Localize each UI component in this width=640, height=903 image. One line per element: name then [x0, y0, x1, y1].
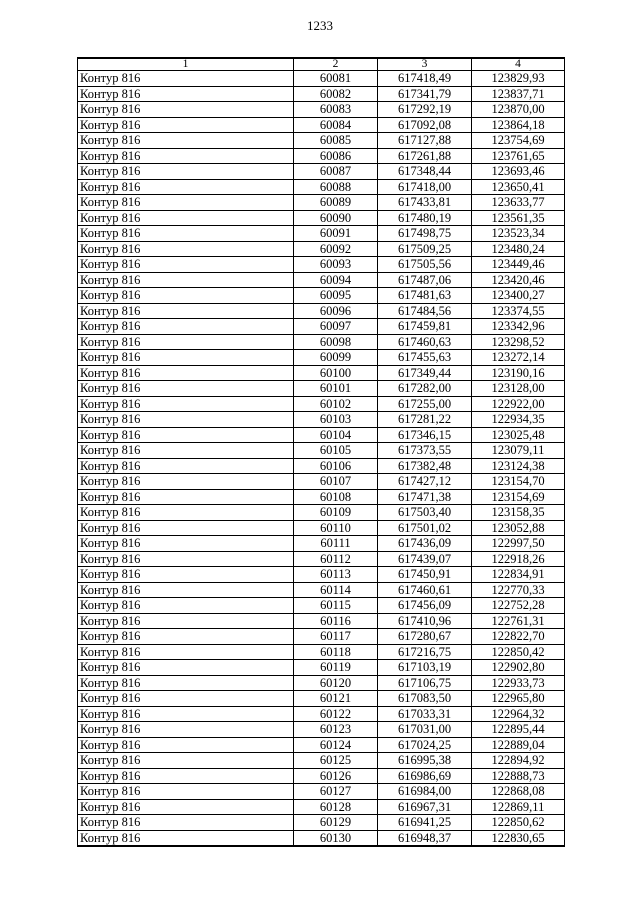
point-number-cell: 60084	[294, 117, 378, 133]
x-coordinate-cell: 617346,15	[378, 427, 472, 443]
contour-name-cell: Контур 816	[78, 582, 294, 598]
x-coordinate-cell: 617103,19	[378, 660, 472, 676]
table-row	[78, 644, 565, 660]
table-row	[78, 675, 565, 691]
contour-name-cell: Контур 816	[78, 691, 294, 707]
contour-name-cell: Контур 816	[78, 319, 294, 335]
point-number-cell: 60098	[294, 334, 378, 350]
table-row	[78, 164, 565, 180]
x-coordinate-cell: 617341,79	[378, 86, 472, 102]
point-number-cell: 60090	[294, 210, 378, 226]
y-coordinate-cell: 123523,34	[472, 226, 565, 242]
contour-name-cell: Контур 816	[78, 768, 294, 784]
point-number-cell: 60116	[294, 613, 378, 629]
point-number-cell: 60103	[294, 412, 378, 428]
contour-name-cell: Контур 816	[78, 830, 294, 846]
column-header-2: 2	[294, 58, 378, 71]
table-row	[78, 303, 565, 319]
table-row	[78, 381, 565, 397]
point-number-cell: 60086	[294, 148, 378, 164]
y-coordinate-cell: 122997,50	[472, 536, 565, 552]
point-number-cell: 60106	[294, 458, 378, 474]
y-coordinate-cell: 123025,48	[472, 427, 565, 443]
x-coordinate-cell: 617460,63	[378, 334, 472, 350]
table-row	[78, 691, 565, 707]
y-coordinate-cell: 122868,08	[472, 784, 565, 800]
contour-name-cell: Контур 816	[78, 334, 294, 350]
x-coordinate-cell: 617349,44	[378, 365, 472, 381]
x-coordinate-cell: 617501,02	[378, 520, 472, 536]
contour-name-cell: Контур 816	[78, 427, 294, 443]
x-coordinate-cell: 617427,12	[378, 474, 472, 490]
contour-name-cell: Контур 816	[78, 675, 294, 691]
point-number-cell: 60083	[294, 102, 378, 118]
y-coordinate-cell: 123190,16	[472, 365, 565, 381]
table-row	[78, 443, 565, 459]
table-row	[78, 551, 565, 567]
x-coordinate-cell: 617487,06	[378, 272, 472, 288]
contour-name-cell: Контур 816	[78, 799, 294, 815]
contour-name-cell: Контур 816	[78, 86, 294, 102]
y-coordinate-cell: 123079,11	[472, 443, 565, 459]
y-coordinate-cell: 122918,26	[472, 551, 565, 567]
x-coordinate-cell: 617216,75	[378, 644, 472, 660]
x-coordinate-cell: 617439,07	[378, 551, 472, 567]
contour-name-cell: Контур 816	[78, 629, 294, 645]
point-number-cell: 60081	[294, 71, 378, 87]
y-coordinate-cell: 123128,00	[472, 381, 565, 397]
table-row	[78, 489, 565, 505]
table-row	[78, 226, 565, 242]
column-header-4: 4	[472, 58, 565, 71]
point-number-cell: 60125	[294, 753, 378, 769]
point-number-cell: 60099	[294, 350, 378, 366]
contour-name-cell: Контур 816	[78, 164, 294, 180]
x-coordinate-cell: 617092,08	[378, 117, 472, 133]
point-number-cell: 60122	[294, 706, 378, 722]
point-number-cell: 60107	[294, 474, 378, 490]
contour-name-cell: Контур 816	[78, 598, 294, 614]
y-coordinate-cell: 123693,46	[472, 164, 565, 180]
y-coordinate-cell: 122965,80	[472, 691, 565, 707]
x-coordinate-cell: 617418,00	[378, 179, 472, 195]
point-number-cell: 60110	[294, 520, 378, 536]
point-number-cell: 60123	[294, 722, 378, 738]
y-coordinate-cell: 122964,32	[472, 706, 565, 722]
table-row	[78, 288, 565, 304]
table-row	[78, 536, 565, 552]
y-coordinate-cell: 123124,38	[472, 458, 565, 474]
contour-name-cell: Контур 816	[78, 644, 294, 660]
table-row	[78, 133, 565, 149]
table-row	[78, 210, 565, 226]
point-number-cell: 60128	[294, 799, 378, 815]
point-number-cell: 60119	[294, 660, 378, 676]
contour-name-cell: Контур 816	[78, 412, 294, 428]
x-coordinate-cell: 617261,88	[378, 148, 472, 164]
point-number-cell: 60121	[294, 691, 378, 707]
table-row	[78, 722, 565, 738]
table-row	[78, 334, 565, 350]
point-number-cell: 60118	[294, 644, 378, 660]
point-number-cell: 60115	[294, 598, 378, 614]
y-coordinate-cell: 123754,69	[472, 133, 565, 149]
y-coordinate-cell: 122850,62	[472, 815, 565, 831]
table-row	[78, 505, 565, 521]
table-row	[78, 458, 565, 474]
y-coordinate-cell: 122934,35	[472, 412, 565, 428]
table-row	[78, 768, 565, 784]
y-coordinate-cell: 123761,65	[472, 148, 565, 164]
contour-name-cell: Контур 816	[78, 613, 294, 629]
x-coordinate-cell: 617024,25	[378, 737, 472, 753]
table-row	[78, 117, 565, 133]
y-coordinate-cell: 123154,70	[472, 474, 565, 490]
y-coordinate-cell: 122895,44	[472, 722, 565, 738]
x-coordinate-cell: 617281,22	[378, 412, 472, 428]
column-header-3: 3	[378, 58, 472, 71]
contour-name-cell: Контур 816	[78, 133, 294, 149]
table-row	[78, 257, 565, 273]
x-coordinate-cell: 617410,96	[378, 613, 472, 629]
contour-name-cell: Контур 816	[78, 257, 294, 273]
y-coordinate-cell: 122830,65	[472, 830, 565, 846]
contour-name-cell: Контур 816	[78, 737, 294, 753]
point-number-cell: 60105	[294, 443, 378, 459]
table-row	[78, 567, 565, 583]
contour-name-cell: Контур 816	[78, 474, 294, 490]
point-number-cell: 60097	[294, 319, 378, 335]
column-header-1: 1	[78, 58, 294, 71]
point-number-cell: 60129	[294, 815, 378, 831]
table-row	[78, 272, 565, 288]
y-coordinate-cell: 123837,71	[472, 86, 565, 102]
contour-name-cell: Контур 816	[78, 102, 294, 118]
y-coordinate-cell: 123052,88	[472, 520, 565, 536]
x-coordinate-cell: 617436,09	[378, 536, 472, 552]
y-coordinate-cell: 123374,55	[472, 303, 565, 319]
y-coordinate-cell: 123272,14	[472, 350, 565, 366]
x-coordinate-cell: 617292,19	[378, 102, 472, 118]
contour-name-cell: Контур 816	[78, 117, 294, 133]
point-number-cell: 60085	[294, 133, 378, 149]
x-coordinate-cell: 617498,75	[378, 226, 472, 242]
page-number: 1233	[307, 18, 333, 33]
y-coordinate-cell: 123158,35	[472, 505, 565, 521]
point-number-cell: 60094	[294, 272, 378, 288]
y-coordinate-cell: 123650,41	[472, 179, 565, 195]
coordinates-table	[77, 57, 565, 847]
y-coordinate-cell: 123342,96	[472, 319, 565, 335]
table-row	[78, 148, 565, 164]
x-coordinate-cell: 617484,56	[378, 303, 472, 319]
x-coordinate-cell: 617480,19	[378, 210, 472, 226]
contour-name-cell: Контур 816	[78, 226, 294, 242]
x-coordinate-cell: 617106,75	[378, 675, 472, 691]
x-coordinate-cell: 617373,55	[378, 443, 472, 459]
contour-name-cell: Контур 816	[78, 179, 294, 195]
table-row	[78, 830, 565, 846]
x-coordinate-cell: 617031,00	[378, 722, 472, 738]
point-number-cell: 60088	[294, 179, 378, 195]
contour-name-cell: Контур 816	[78, 288, 294, 304]
y-coordinate-cell: 122850,42	[472, 644, 565, 660]
contour-name-cell: Контур 816	[78, 536, 294, 552]
point-number-cell: 60087	[294, 164, 378, 180]
table-row	[78, 753, 565, 769]
table-row	[78, 412, 565, 428]
y-coordinate-cell: 123420,46	[472, 272, 565, 288]
contour-name-cell: Контур 816	[78, 458, 294, 474]
table-row	[78, 396, 565, 412]
contour-name-cell: Контур 816	[78, 489, 294, 505]
y-coordinate-cell: 123633,77	[472, 195, 565, 211]
table-row	[78, 582, 565, 598]
x-coordinate-cell: 617280,67	[378, 629, 472, 645]
table-row	[78, 629, 565, 645]
y-coordinate-cell: 122834,91	[472, 567, 565, 583]
point-number-cell: 60113	[294, 567, 378, 583]
contour-name-cell: Контур 816	[78, 815, 294, 831]
x-coordinate-cell: 617459,81	[378, 319, 472, 335]
table-row	[78, 706, 565, 722]
y-coordinate-cell: 123298,52	[472, 334, 565, 350]
table-row	[78, 799, 565, 815]
x-coordinate-cell: 616967,31	[378, 799, 472, 815]
contour-name-cell: Контур 816	[78, 722, 294, 738]
y-coordinate-cell: 122869,11	[472, 799, 565, 815]
table-row	[78, 613, 565, 629]
point-number-cell: 60124	[294, 737, 378, 753]
point-number-cell: 60092	[294, 241, 378, 257]
contour-name-cell: Контур 816	[78, 241, 294, 257]
point-number-cell: 60109	[294, 505, 378, 521]
x-coordinate-cell: 617348,44	[378, 164, 472, 180]
y-coordinate-cell: 123870,00	[472, 102, 565, 118]
x-coordinate-cell: 616948,37	[378, 830, 472, 846]
x-coordinate-cell: 617255,00	[378, 396, 472, 412]
point-number-cell: 60108	[294, 489, 378, 505]
x-coordinate-cell: 617127,88	[378, 133, 472, 149]
y-coordinate-cell: 122922,00	[472, 396, 565, 412]
contour-name-cell: Контур 816	[78, 303, 294, 319]
y-coordinate-cell: 122752,28	[472, 598, 565, 614]
point-number-cell: 60101	[294, 381, 378, 397]
x-coordinate-cell: 617471,38	[378, 489, 472, 505]
table-row	[78, 474, 565, 490]
point-number-cell: 60100	[294, 365, 378, 381]
table-row	[78, 598, 565, 614]
contour-name-cell: Контур 816	[78, 195, 294, 211]
y-coordinate-cell: 122889,04	[472, 737, 565, 753]
table-row	[78, 737, 565, 753]
point-number-cell: 60095	[294, 288, 378, 304]
point-number-cell: 60102	[294, 396, 378, 412]
y-coordinate-cell: 123400,27	[472, 288, 565, 304]
x-coordinate-cell: 617456,09	[378, 598, 472, 614]
point-number-cell: 60130	[294, 830, 378, 846]
table-row	[78, 520, 565, 536]
x-coordinate-cell: 617382,48	[378, 458, 472, 474]
x-coordinate-cell: 616986,69	[378, 768, 472, 784]
table-row	[78, 241, 565, 257]
table-row	[78, 784, 565, 800]
y-coordinate-cell: 122902,80	[472, 660, 565, 676]
table-row	[78, 365, 565, 381]
contour-name-cell: Контур 816	[78, 706, 294, 722]
contour-name-cell: Контур 816	[78, 210, 294, 226]
y-coordinate-cell: 123561,35	[472, 210, 565, 226]
y-coordinate-cell: 123449,46	[472, 257, 565, 273]
point-number-cell: 60096	[294, 303, 378, 319]
contour-name-cell: Контур 816	[78, 272, 294, 288]
y-coordinate-cell: 123154,69	[472, 489, 565, 505]
contour-name-cell: Контур 816	[78, 396, 294, 412]
x-coordinate-cell: 617282,00	[378, 381, 472, 397]
contour-name-cell: Контур 816	[78, 753, 294, 769]
contour-name-cell: Контур 816	[78, 784, 294, 800]
point-number-cell: 60089	[294, 195, 378, 211]
x-coordinate-cell: 617503,40	[378, 505, 472, 521]
x-coordinate-cell: 617509,25	[378, 241, 472, 257]
point-number-cell: 60091	[294, 226, 378, 242]
x-coordinate-cell: 617033,31	[378, 706, 472, 722]
point-number-cell: 60117	[294, 629, 378, 645]
y-coordinate-cell: 123829,93	[472, 71, 565, 87]
contour-name-cell: Контур 816	[78, 443, 294, 459]
table-row	[78, 815, 565, 831]
x-coordinate-cell: 617460,61	[378, 582, 472, 598]
table-row	[78, 319, 565, 335]
point-number-cell: 60112	[294, 551, 378, 567]
table-header-row	[78, 58, 565, 71]
contour-name-cell: Контур 816	[78, 381, 294, 397]
x-coordinate-cell: 617418,49	[378, 71, 472, 87]
table-row	[78, 660, 565, 676]
contour-name-cell: Контур 816	[78, 551, 294, 567]
y-coordinate-cell: 122933,73	[472, 675, 565, 691]
table-row	[78, 427, 565, 443]
point-number-cell: 60127	[294, 784, 378, 800]
table-row	[78, 71, 565, 87]
x-coordinate-cell: 616995,38	[378, 753, 472, 769]
x-coordinate-cell: 617083,50	[378, 691, 472, 707]
y-coordinate-cell: 122888,73	[472, 768, 565, 784]
point-number-cell: 60104	[294, 427, 378, 443]
point-number-cell: 60114	[294, 582, 378, 598]
x-coordinate-cell: 617505,56	[378, 257, 472, 273]
x-coordinate-cell: 617433,81	[378, 195, 472, 211]
x-coordinate-cell: 617481,63	[378, 288, 472, 304]
table-row	[78, 179, 565, 195]
contour-name-cell: Контур 816	[78, 71, 294, 87]
table-row	[78, 86, 565, 102]
y-coordinate-cell: 123864,18	[472, 117, 565, 133]
contour-name-cell: Контур 816	[78, 660, 294, 676]
coordinates-table-body	[78, 58, 565, 846]
contour-name-cell: Контур 816	[78, 567, 294, 583]
table-row	[78, 195, 565, 211]
y-coordinate-cell: 122894,92	[472, 753, 565, 769]
x-coordinate-cell: 617450,91	[378, 567, 472, 583]
y-coordinate-cell: 122770,33	[472, 582, 565, 598]
contour-name-cell: Контур 816	[78, 505, 294, 521]
x-coordinate-cell: 616941,25	[378, 815, 472, 831]
point-number-cell: 60082	[294, 86, 378, 102]
table-row	[78, 350, 565, 366]
contour-name-cell: Контур 816	[78, 148, 294, 164]
y-coordinate-cell: 122822,70	[472, 629, 565, 645]
point-number-cell: 60111	[294, 536, 378, 552]
x-coordinate-cell: 617455,63	[378, 350, 472, 366]
point-number-cell: 60120	[294, 675, 378, 691]
contour-name-cell: Контур 816	[78, 520, 294, 536]
contour-name-cell: Контур 816	[78, 365, 294, 381]
y-coordinate-cell: 123480,24	[472, 241, 565, 257]
point-number-cell: 60093	[294, 257, 378, 273]
x-coordinate-cell: 616984,00	[378, 784, 472, 800]
table-row	[78, 102, 565, 118]
point-number-cell: 60126	[294, 768, 378, 784]
contour-name-cell: Контур 816	[78, 350, 294, 366]
y-coordinate-cell: 122761,31	[472, 613, 565, 629]
